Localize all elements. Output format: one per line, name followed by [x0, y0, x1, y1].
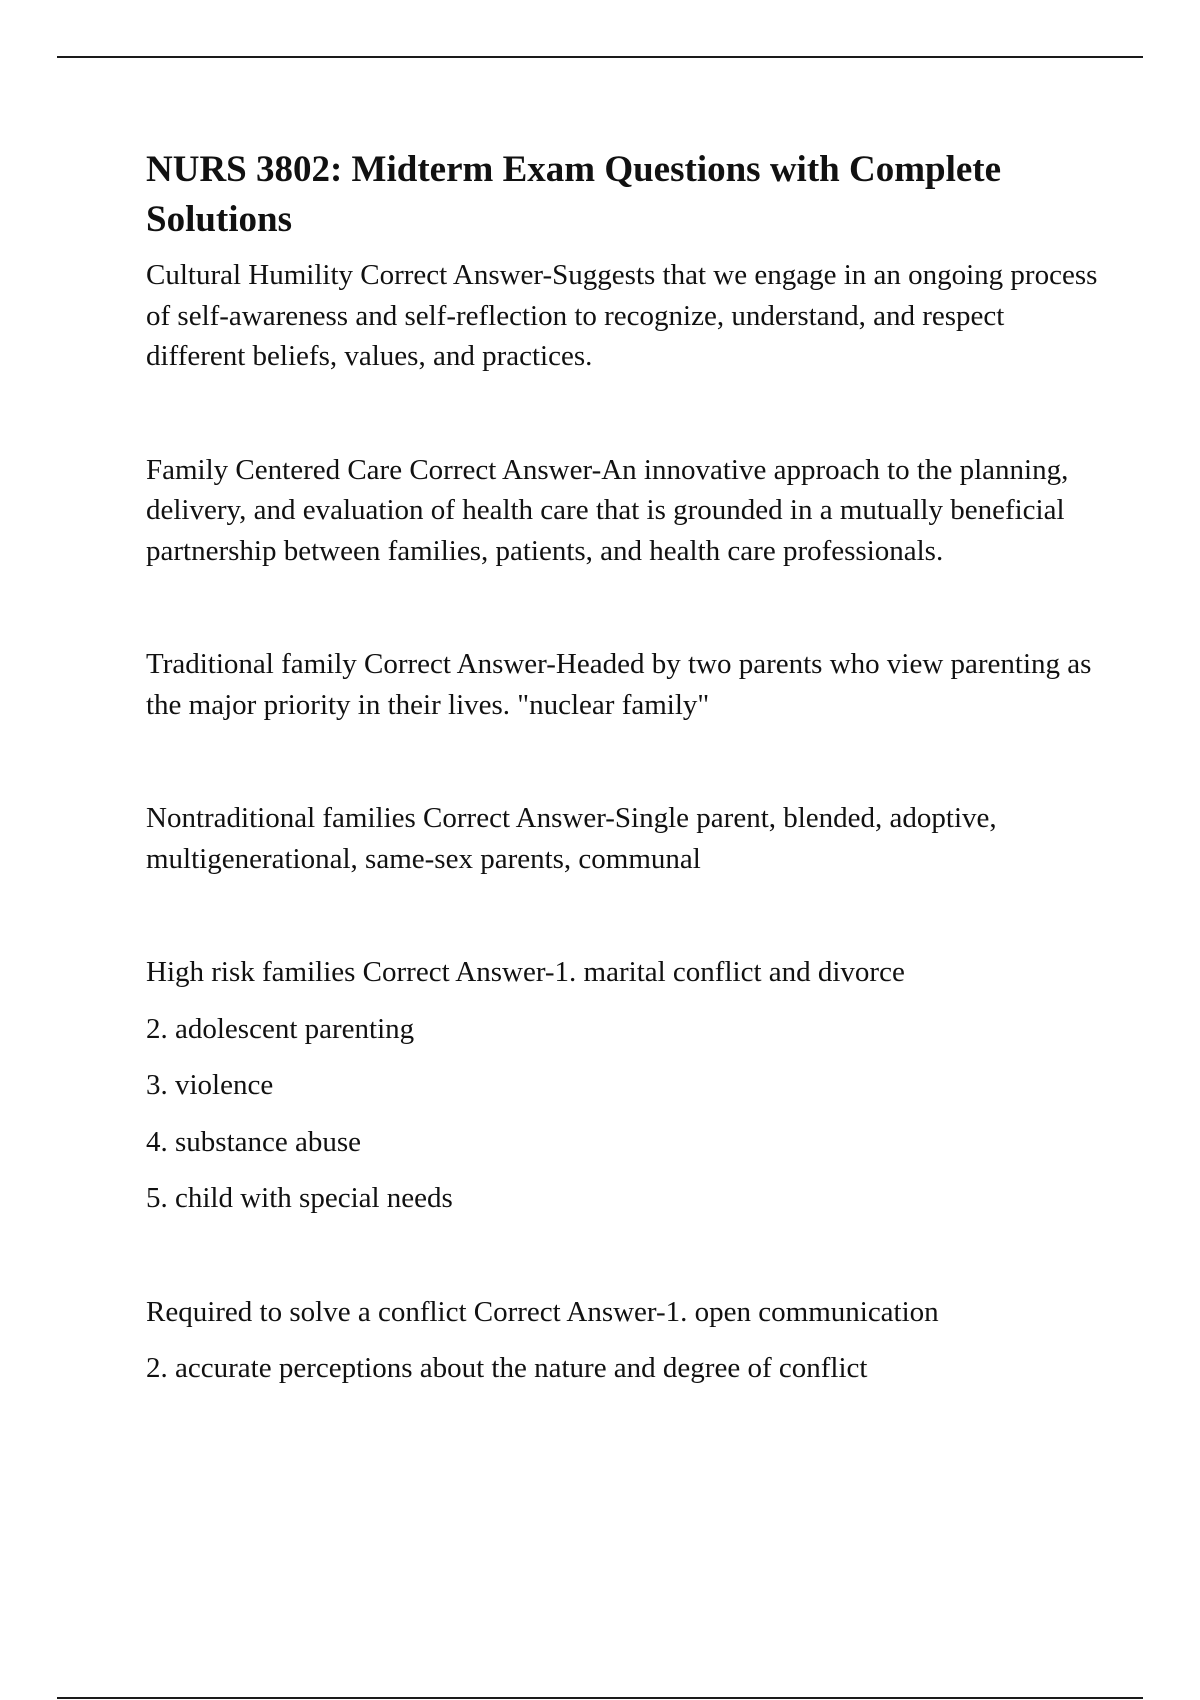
qa-entry-cultural-humility: [146, 255, 1106, 377]
qa-entry-solve-conflict: [146, 1292, 1106, 1389]
list-item: 4. substance abuse: [146, 1125, 362, 1158]
qa-text: Required to solve a conflict Correct Answer-1. open communication: [146, 1295, 939, 1328]
qa-text: Traditional family Correct Answer-Headed by two parents who view parenting as the major priority in their lives. "nuclear family": [146, 648, 1092, 721]
qa-entry-family-centered-care: [146, 450, 1106, 572]
qa-text: High risk families Correct Answer-1. marital conflict and divorce: [146, 956, 905, 988]
qa-text: Nontraditional families Correct Answer-Single parent, blended, adoptive, multigenerational, same-sex parents, communal: [146, 802, 997, 875]
bottom-rule: [57, 1697, 1143, 1699]
qa-text: Family Centered Care Correct Answer-An innovative approach to the planning, delivery, and evaluation of health care that is grounded in a mutually beneficial partnership between families, patients, and health care professionals.: [146, 453, 1069, 567]
qa-entry-traditional-family: [146, 644, 1106, 725]
document-title: NURS 3802: Midterm Exam Questions with Complete Solutions: [146, 149, 1002, 240]
top-rule: [57, 56, 1143, 58]
document-body: [146, 145, 1106, 1389]
list-item: 2. accurate perceptions about the nature and degree of conflict: [146, 1352, 868, 1384]
qa-entry-high-risk-families: [146, 952, 1106, 1219]
qa-entry-nontraditional-families: [146, 798, 1106, 879]
list-item: 3. violence: [146, 1069, 274, 1101]
list-item: 5. child with special needs: [146, 1182, 453, 1214]
qa-text: Cultural Humility Correct Answer-Suggests that we engage in an ongoing process of self-awareness and self-reflection to recognize, understand, and respect different beliefs, values, and practices.: [146, 259, 1098, 372]
list-item: 2. adolescent parenting: [146, 1012, 415, 1045]
